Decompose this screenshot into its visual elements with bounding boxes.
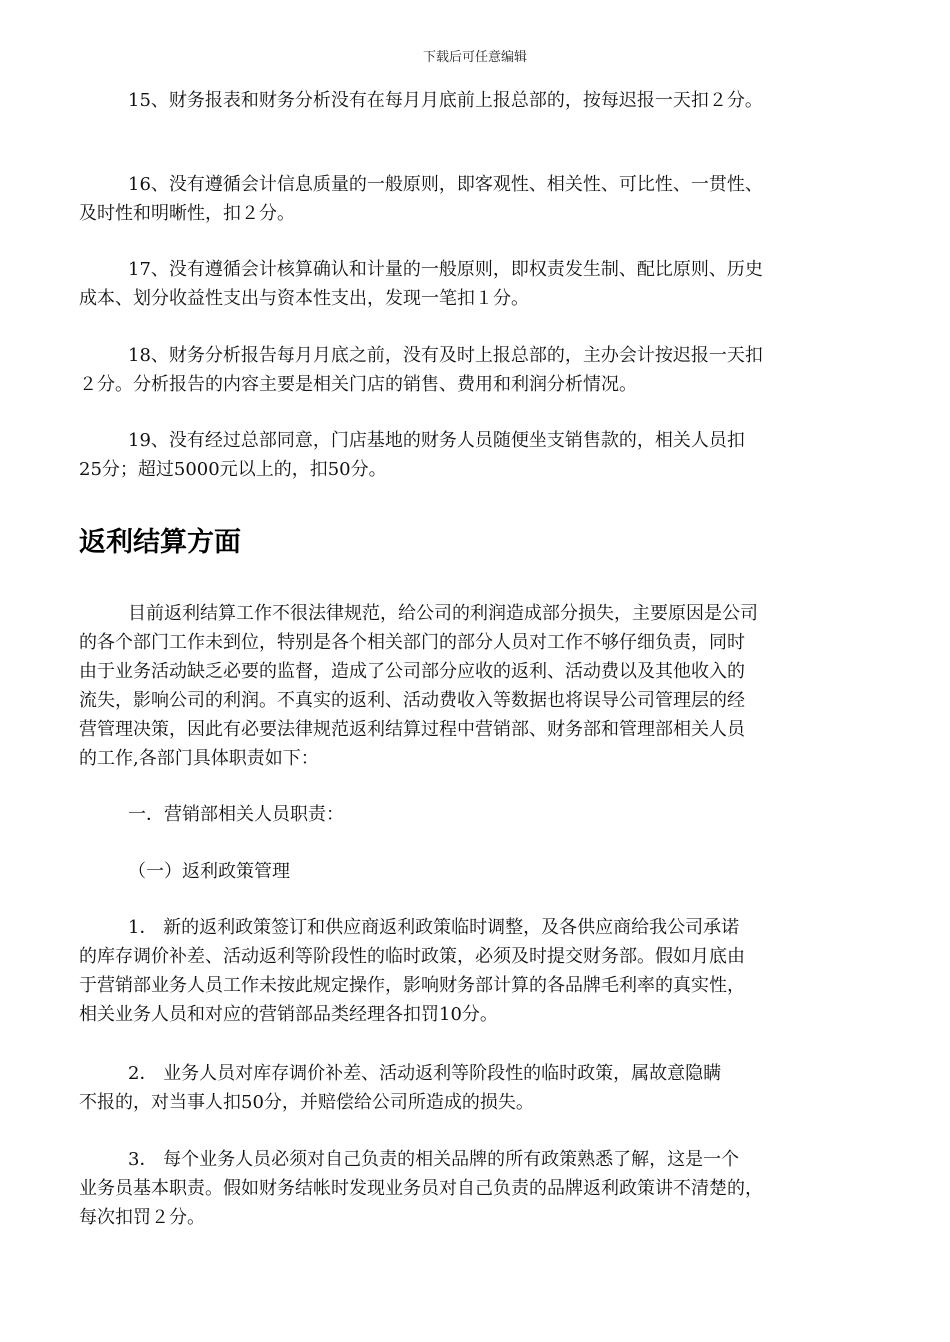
rule-1-line-3: 于营销部业务人员工作未按此规定操作，影响财务部计算的各品牌毛利率的真实性，	[79, 975, 745, 996]
rule-3-line-2: 业务员基本职责。假如财务结帐时发现业务员对自己负责的品牌返利政策讲不清楚的，	[79, 1178, 763, 1199]
rule-3-line-1: 3． 每个业务人员必须对自己负责的相关品牌的所有政策熟悉了解，这是一个	[128, 1149, 740, 1170]
item-16-line-1: 16、没有遵循会计信息质量的一般原则，即客观性、相关性、可比性、一贯性、	[128, 174, 763, 195]
item-18-line-2: ２分。分析报告的内容主要是相关门店的销售、费用和利润分析情况。	[79, 374, 637, 395]
item-17	[79, 255, 874, 313]
header-note: 下载后可任意编辑	[422, 50, 527, 65]
rule-2-line-1: 2． 业务人员对库存调价补差、活动返利等阶段性的临时政策，属故意隐瞒	[128, 1063, 722, 1084]
rule-1-line-1: 1． 新的返利政策签订和供应商返利政策临时调整，及各供应商给我公司承诺	[128, 917, 740, 938]
intro-line-6: 的工作,各部门具体职责如下：	[79, 748, 319, 769]
rule-2	[79, 1059, 874, 1117]
subsection-marketing-duties: 一．营销部相关人员职责：	[128, 804, 344, 825]
subsection-rebate-policy: （一）返利政策管理	[128, 861, 290, 882]
rule-1	[79, 913, 874, 1029]
item-19	[79, 426, 874, 484]
intro-line-5: 营管理决策，因此有必要法律规范返利结算过程中营销部、财务部和管理部相关人员	[79, 719, 745, 740]
item-17-line-2: 成本、划分收益性支出与资本性支出，发现一笔扣１分。	[79, 288, 529, 309]
rule-1-line-4: 相关业务人员和对应的营销部品类经理各扣罚10分。	[79, 1004, 498, 1025]
item-18	[79, 341, 874, 399]
item-16-line-2: 及时性和明晰性，扣２分。	[79, 203, 295, 224]
rule-2-line-2: 不报的，对当事人扣50分，并赔偿给公司所造成的损失。	[79, 1092, 534, 1113]
section-title: 返利结算方面	[79, 527, 241, 558]
rule-1-line-2: 的库存调价补差、活动返利等阶段性的临时政策，必须及时提交财务部。假如月底由	[79, 946, 745, 967]
item-15	[79, 86, 874, 115]
item-19-line-1: 19、没有经过总部同意，门店基地的财务人员随便坐支销售款的，相关人员扣	[128, 430, 745, 451]
item-17-line-1: 17、没有遵循会计核算确认和计量的一般原则，即权责发生制、配比原则、历史	[128, 259, 763, 280]
rule-3-line-3: 每次扣罚２分。	[79, 1207, 205, 1228]
intro-paragraph	[79, 599, 874, 773]
intro-line-3: 由于业务活动缺乏必要的监督，造成了公司部分应收的返利、活动费以及其他收入的	[79, 661, 745, 682]
intro-line-1: 目前返利结算工作不很法律规范，给公司的利润造成部分损失，主要原因是公司	[128, 603, 758, 624]
rule-3	[79, 1145, 874, 1232]
intro-line-4: 流失，影响公司的利润。不真实的返利、活动费收入等数据也将误导公司管理层的经	[79, 690, 745, 711]
item-18-line-1: 18、财务分析报告每月月底之前，没有及时上报总部的，主办会计按迟报一天扣	[128, 345, 763, 366]
item-16	[79, 170, 874, 228]
intro-line-2: 的各个部门工作未到位，特别是各个相关部门的部分人员对工作不够仔细负责，同时	[79, 632, 745, 653]
item-19-line-2: 25分；超过5000元以上的，扣50分。	[79, 459, 387, 480]
item-15-line-1: 15、财务报表和财务分析没有在每月月底前上报总部的，按每迟报一天扣２分。	[128, 90, 763, 111]
